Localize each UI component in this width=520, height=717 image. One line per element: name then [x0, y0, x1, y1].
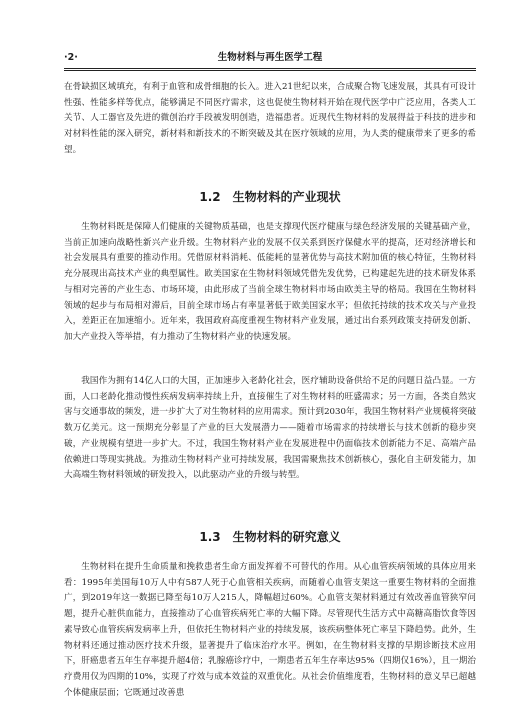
body-paragraph: 生物材料既是保障人们健康的关键物质基础，也是支撑现代医疗健康与绿色经济发展的关键基础产业，当前正加速向战略性新兴产业升级。生物材料产业的发展不仅关系到医疗保健水平的提高，还对经济增长和社会发展具有重要的推动作用。凭借原材料消耗、低能耗的显著优势与高技术附加值的核心特征，生物材料充分展现出高技术产业的典型属性。欧美国家在生物材料领域凭借先发优势，已构建起先进的技术研发体系与相对完善的产业生态、市场环境，由此形成了当前全球生物材料市场由欧美主导的格局。我国在生物材料领域的起步与布局相对滞后，目前全球市场占有率显著低于欧美国家水平；但依托持续的技术攻关与产业投入，差距正在加速缩小。近年来，我国政府高度重视生物材料产业发展，通过出台系列政策支持研发创新、加大产业投入等举措，有力推动了生物材料产业的快速发展。: [64, 222, 476, 342]
section-number: 1.3: [199, 530, 221, 544]
page-number: ·2·: [64, 52, 78, 63]
header-rule-bottom: [64, 70, 476, 71]
section-title: 生物材料的产业现状: [232, 190, 341, 204]
running-header: [64, 50, 476, 66]
section-title: 生物材料的研究意义: [232, 530, 341, 544]
body-paragraph: 我国作为拥有14亿人口的大国，正加速步入老龄化社会，医疗辅助设备供给不足的问题日益凸显。一方面，人口老龄化推动慢性疾病发病率持续上升，直接催生了对生物材料的旺盛需求；另一方面，各类自然灾害与交通事故的频发，进一步扩大了对生物材料的应用需求。预计到2030年，我国生物材料产业规模将突破数万亿美元。这一预期充分彰显了产业的巨大发展潜力——随着市场需求的持续增长与技术创新的稳步突破，产业规模有望进一步扩大。不过，我国生物材料产业在发展进程中仍面临技术创新能力不足、高端产品依赖进口等现实挑战。为推动生物材料产业可持续发展，我国需聚焦技术创新核心，强化自主研发能力，加大高端生物材料领域的研发投入，以此驱动产业的升级与转型。: [64, 376, 476, 481]
section-heading-1-2: [64, 188, 476, 206]
section-number: 1.2: [199, 190, 221, 204]
running-title: 生物材料与再生医学工程: [217, 52, 323, 63]
intro-paragraph: 在骨缺损区域填充，有利于血管和成骨细胞的长入。进入21世纪以来，合成聚合物飞速发展，其具有可设计性强、性能多样等优点，能够满足不同医疗需求，这也促使生物材料开始在现代医学中广泛应用，各类人工关节、人工器官及先进的微创治疗手段被发明创造，造福患者。近现代生物材料的发展得益于科技的进步和对材料性能的深入研究，新材料和新技术的不断突破及其在医疗领域的应用，为人类的健康带来了更多的希望。: [64, 82, 476, 155]
header-rule-top: [64, 68, 476, 69]
section-heading-1-3: [64, 528, 476, 546]
body-paragraph: 生物材料在提升生命质量和挽救患者生命方面发挥着不可替代的作用。从心血管疾病领域的具体应用来看：1995年美国每10万人中有587人死于心血管相关疾病，而随着心血管支架这一重要生物材料的全面推广，到2019年这一数据已降至每10万人215人，降幅超过60%。心血管支架材料通过有效改善血管狭窄问题，提升心脏供血能力，直接推动了心血管疾病死亡率的大幅下降。尽管现代生活方式中高糖高脂饮食等因素导致心血管疾病发病率上升，但依托生物材料产业的持续发展，该疾病整体死亡率呈下降趋势。此外，生物材料还通过推动医疗技术升级，显著提升了临床治疗水平。例如，在生物材料支撑的早期诊断技术应用下，肝癌患者五年生存率提升超4倍；乳腺癌诊疗中，一期患者五年生存率达95%（四期仅16%），且一期治疗费用仅为四期的10%，实现了疗效与成本效益的双重优化。从社会价值维度看，生物材料的意义早已超越个体健康层面；它既通过改善患: [64, 562, 476, 698]
